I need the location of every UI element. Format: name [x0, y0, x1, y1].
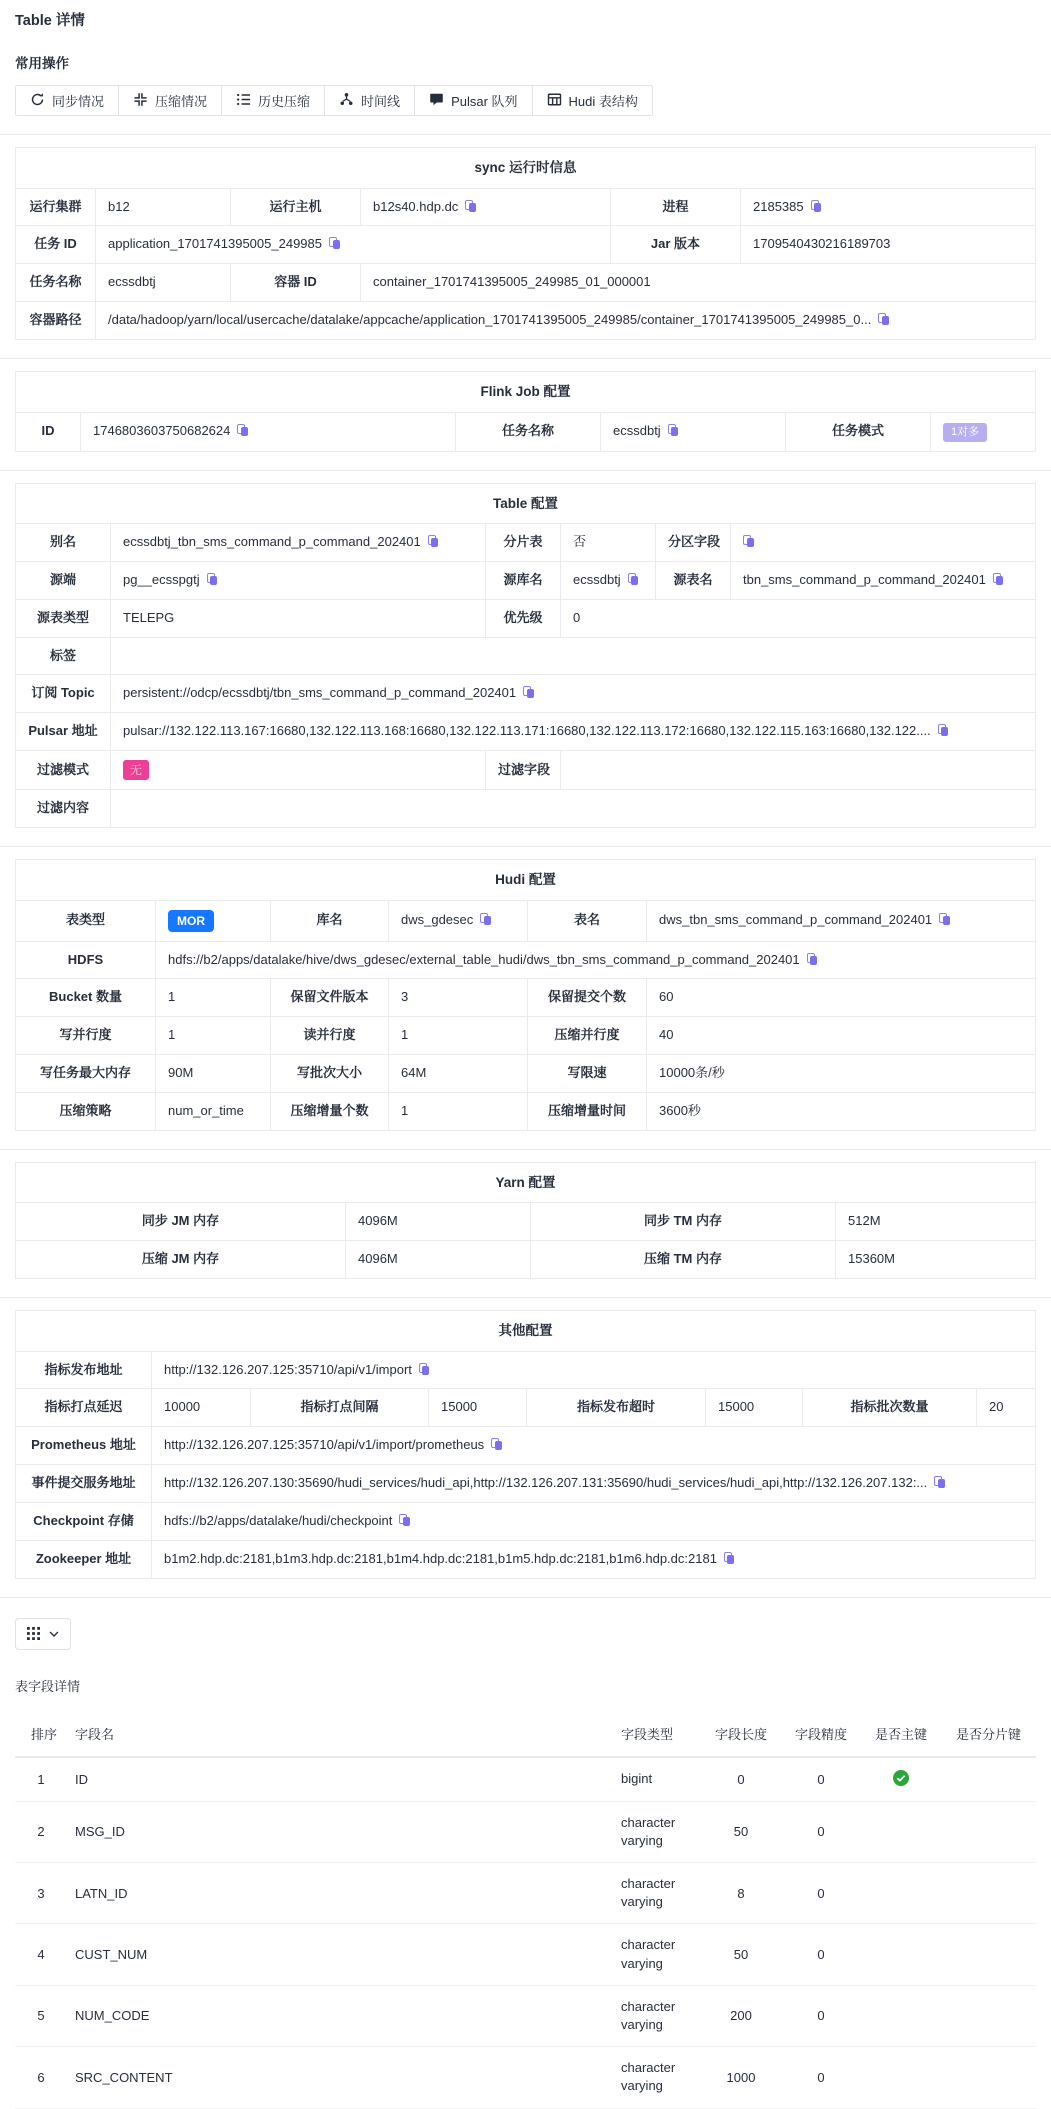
field-primary [861, 1757, 941, 1802]
task-mode-cell [931, 412, 1036, 451]
yarn-config-card [15, 1162, 1036, 1279]
row-label: 运行主机 [231, 188, 361, 226]
copy-icon[interactable] [993, 573, 1005, 586]
row-label: ID [16, 412, 81, 451]
source-db-value: ecssdbtj [561, 561, 656, 599]
container-id-value: container_1701741395005_249985_01_000001 [361, 264, 1036, 302]
hudi-schema-button[interactable] [532, 85, 653, 116]
alias-value: ecssdbtj_tbn_sms_command_p_command_202401 [111, 524, 486, 562]
copy-icon[interactable] [807, 953, 819, 966]
sync-runtime-card [15, 147, 1036, 340]
field-length: 0 [701, 1757, 781, 1802]
row-label: HDFS [16, 941, 156, 979]
row-label: 压缩增量个数 [271, 1092, 389, 1130]
sync-jm-value: 4096M [346, 1203, 531, 1241]
timeline-icon [339, 92, 354, 110]
table-row [16, 1502, 1036, 1540]
row-label: 保留提交个数 [528, 979, 647, 1017]
copy-icon[interactable] [668, 424, 680, 437]
col-primary: 是否主键 [861, 1711, 941, 1757]
pulsar-address-value: pulsar://132.122.113.167:16680,132.122.113.168:16680,132.122.113.171:16680,132.122.113.172:16680,132.122.115.163:16680,132.122.... [111, 713, 1036, 751]
keep-file-value: 3 [389, 979, 528, 1017]
compact-num-value: 1 [389, 1092, 528, 1130]
compact-parallel-value: 40 [647, 1017, 1036, 1055]
table-row [16, 675, 1036, 713]
row-label: 容器路径 [16, 302, 96, 340]
table-config-card [15, 483, 1036, 828]
common-actions-heading: 常用操作 [15, 56, 69, 71]
table-row [16, 1351, 1036, 1389]
field-shard [941, 1924, 1036, 1985]
row-label: 指标打点延迟 [16, 1389, 152, 1427]
row-label: 过滤内容 [16, 790, 111, 828]
button-label: 历史压缩 [258, 94, 311, 109]
copy-icon[interactable] [237, 424, 249, 437]
copy-icon[interactable] [329, 237, 341, 250]
history-compaction-button[interactable] [221, 85, 325, 116]
prometheus-value: http://132.126.207.125:35710/api/v1/import/prometheus [152, 1427, 1036, 1465]
section-divider [0, 358, 1051, 359]
row-label: 分片表 [486, 524, 561, 562]
table-row [16, 1017, 1036, 1055]
col-shard: 是否分片键 [941, 1711, 1036, 1757]
container-path-value: /data/hadoop/yarn/local/usercache/datalake/appcache/application_1701741395005_249985/container_1701741395005_249985_0... [96, 302, 1036, 340]
row-label: 指标发布地址 [16, 1351, 152, 1389]
task-name-value: ecssdbtj [96, 264, 231, 302]
section-divider [0, 1597, 1051, 1598]
copy-icon[interactable] [419, 1363, 431, 1376]
col-name: 字段名 [67, 1711, 613, 1757]
list-icon [236, 92, 251, 110]
field-length: 50 [701, 1801, 781, 1862]
field-name: NUM_CODE [67, 1985, 613, 2046]
card-title: Yarn 配置 [16, 1162, 1036, 1203]
button-label: 同步情况 [52, 94, 105, 109]
row-label: 指标打点间隔 [251, 1389, 429, 1427]
field-precision: 0 [781, 1924, 861, 1985]
row-label: 同步 JM 内存 [16, 1203, 346, 1241]
row-label: 压缩并行度 [528, 1017, 647, 1055]
table-row [16, 979, 1036, 1017]
row-label: 源端 [16, 561, 111, 599]
row-label: 写并行度 [16, 1017, 156, 1055]
other-config-card [15, 1310, 1036, 1579]
checkpoint-value: hdfs://b2/apps/datalake/hudi/checkpoint [152, 1502, 1036, 1540]
bucket-count-value: 1 [156, 979, 271, 1017]
row-label: 压缩策略 [16, 1092, 156, 1130]
field-name: SRC_CONTENT [67, 2047, 613, 2108]
field-type: bigint [613, 1757, 701, 1802]
priority-value: 0 [561, 599, 1036, 637]
column-settings-dropdown[interactable] [15, 1618, 71, 1650]
filter-field-value [561, 751, 1036, 790]
row-label: 指标批次数量 [803, 1389, 977, 1427]
filter-mode-badge: 无 [123, 760, 149, 780]
check-icon [893, 1770, 909, 1786]
table-type-cell [156, 900, 271, 941]
row-label: 优先级 [486, 599, 561, 637]
db-name-value: dws_gdesec [389, 900, 528, 941]
table-name-value: dws_tbn_sms_command_p_command_202401 [647, 900, 1036, 941]
field-shard [941, 1985, 1036, 2046]
field-primary [861, 1924, 941, 1985]
row-label: 压缩增量时间 [528, 1092, 647, 1130]
sync-status-button[interactable] [15, 85, 119, 116]
col-length: 字段长度 [701, 1711, 781, 1757]
row-label: 同步 TM 内存 [531, 1203, 836, 1241]
flink-name-value: ecssdbtj [601, 412, 786, 451]
table-row [16, 264, 1036, 302]
table-icon [547, 92, 562, 110]
col-order: 排序 [15, 1711, 67, 1757]
row-label: Jar 版本 [611, 226, 741, 264]
write-parallel-value: 1 [156, 1017, 271, 1055]
field-precision: 0 [781, 1985, 861, 2046]
table-row [16, 1465, 1036, 1503]
row-label: 别名 [16, 524, 111, 562]
table-row [16, 1540, 1036, 1578]
row-label: 任务名称 [16, 264, 96, 302]
copy-icon[interactable] [811, 200, 823, 213]
copy-icon[interactable] [628, 573, 640, 586]
row-label: Checkpoint 存储 [16, 1502, 152, 1540]
col-precision: 字段精度 [781, 1711, 861, 1757]
row-label: 过滤字段 [486, 751, 561, 790]
table-row [16, 1427, 1036, 1465]
row-label: 源表类型 [16, 599, 111, 637]
pulsar-queue-button[interactable] [414, 85, 532, 116]
metric-batch-value: 20 [977, 1389, 1036, 1427]
shard-value: 否 [561, 524, 656, 562]
row-label: 源库名 [486, 561, 561, 599]
copy-icon[interactable] [428, 535, 440, 548]
row-label: 保留文件版本 [271, 979, 389, 1017]
compact-jm-value: 4096M [346, 1241, 531, 1279]
table-row [16, 713, 1036, 751]
read-parallel-value: 1 [389, 1017, 528, 1055]
copy-icon[interactable] [207, 573, 219, 586]
field-length: 8 [701, 1863, 781, 1924]
write-limit-value: 10000条/秒 [647, 1055, 1036, 1093]
field-primary [861, 1801, 941, 1862]
tag-value [111, 637, 1036, 675]
table-row [16, 226, 1036, 264]
partition-value [731, 524, 1036, 562]
compact-strategy-value: num_or_time [156, 1092, 271, 1130]
compaction-status-button[interactable] [118, 85, 222, 116]
field-name: ID [67, 1757, 613, 1802]
field-shard [941, 1863, 1036, 1924]
section-divider [0, 1297, 1051, 1298]
field-shard [941, 1757, 1036, 1802]
copy-icon[interactable] [465, 200, 477, 213]
fields-detail-heading: 表字段详情 [15, 1678, 81, 1694]
field-type: character varying [613, 2047, 701, 2108]
copy-icon[interactable] [491, 1438, 503, 1451]
process-value: 2185385 [741, 188, 1036, 226]
field-length: 1000 [701, 2047, 781, 2108]
metric-publish-value: http://132.126.207.125:35710/api/v1/import [152, 1351, 1036, 1389]
fields-table-container [15, 1711, 1036, 2109]
hdfs-value: hdfs://b2/apps/datalake/hive/dws_gdesec/external_table_hudi/dws_tbn_sms_command_p_command_202401 [156, 941, 1036, 979]
write-memory-value: 90M [156, 1055, 271, 1093]
card-title: 其他配置 [16, 1311, 1036, 1352]
row-label: Prometheus 地址 [16, 1427, 152, 1465]
button-label: 时间线 [361, 94, 401, 109]
row-label: 运行集群 [16, 188, 96, 226]
row-label: 表名 [528, 900, 647, 941]
row-label: 过滤模式 [16, 751, 111, 790]
field-type: character varying [613, 1801, 701, 1862]
row-label: Pulsar 地址 [16, 713, 111, 751]
section-divider [0, 846, 1051, 847]
table-row [15, 1985, 1036, 2046]
chat-icon [429, 92, 444, 110]
field-order: 1 [15, 1757, 67, 1802]
source-type-value: TELEPG [111, 599, 486, 637]
field-primary [861, 1863, 941, 1924]
field-primary [861, 1985, 941, 2046]
table-row [16, 1241, 1036, 1279]
topic-value: persistent://odcp/ecssdbtj/tbn_sms_command_p_command_202401 [111, 675, 1036, 713]
sync-icon [30, 92, 45, 110]
source-table-value: tbn_sms_command_p_command_202401 [731, 561, 1036, 599]
table-row [16, 561, 1036, 599]
row-label: 写批次大小 [271, 1055, 389, 1093]
copy-icon[interactable] [743, 535, 755, 548]
table-row [16, 412, 1036, 451]
hudi-config-card [15, 859, 1036, 1131]
field-shard [941, 2047, 1036, 2108]
jar-version-value: 1709540430216189703 [741, 226, 1036, 264]
table-row [16, 524, 1036, 562]
event-service-value: http://132.126.207.130:35690/hudi_services/hudi_api,http://132.126.207.131:35690/hudi_services/hudi_api,http://132.126.207.132:... [152, 1465, 1036, 1503]
row-label: Zookeeper 地址 [16, 1540, 152, 1578]
table-row [15, 2047, 1036, 2108]
page-title: Table 详情 [15, 13, 85, 29]
table-row [16, 790, 1036, 828]
section-divider [0, 470, 1051, 471]
metric-interval-value: 15000 [429, 1389, 527, 1427]
app-id-value: application_1701741395005_249985 [96, 226, 611, 264]
flink-id-value: 1746803603750682624 [81, 412, 456, 451]
table-row [16, 1092, 1036, 1130]
host-value: b12s40.hdp.dc [361, 188, 611, 226]
fields-header-row [15, 1711, 1036, 1757]
button-label: Pulsar 队列 [451, 94, 518, 109]
field-shard [941, 1801, 1036, 1862]
field-type: character varying [613, 1924, 701, 1985]
filter-mode-cell [111, 751, 486, 790]
row-label: 压缩 TM 内存 [531, 1241, 836, 1279]
compact-tm-value: 15360M [836, 1241, 1036, 1279]
field-name: CUST_NUM [67, 1924, 613, 1985]
button-label: Hudi 表结构 [568, 94, 638, 109]
row-label: 库名 [271, 900, 389, 941]
table-row [15, 1801, 1036, 1862]
row-label: 任务 ID [16, 226, 96, 264]
table-row [15, 1863, 1036, 1924]
grid-icon [27, 1627, 40, 1640]
field-order: 2 [15, 1801, 67, 1862]
sync-tm-value: 512M [836, 1203, 1036, 1241]
field-order: 6 [15, 2047, 67, 2108]
table-row [16, 302, 1036, 340]
copy-icon[interactable] [480, 913, 492, 926]
metric-timeout-value: 15000 [706, 1389, 803, 1427]
field-name: LATN_ID [67, 1863, 613, 1924]
field-order: 4 [15, 1924, 67, 1985]
zookeeper-value: b1m2.hdp.dc:2181,b1m3.hdp.dc:2181,b1m4.hdp.dc:2181,b1m5.hdp.dc:2181,b1m6.hdp.dc:2181 [152, 1540, 1036, 1578]
table-row [16, 188, 1036, 226]
metric-delay-value: 10000 [152, 1389, 251, 1427]
field-length: 50 [701, 1924, 781, 1985]
card-title: Hudi 配置 [16, 859, 1036, 900]
row-label: 订阅 Topic [16, 675, 111, 713]
table-row [16, 941, 1036, 979]
mor-badge: MOR [168, 910, 214, 932]
row-label: 指标发布超时 [527, 1389, 706, 1427]
table-row [16, 751, 1036, 790]
row-label: 任务名称 [456, 412, 601, 451]
row-label: 压缩 JM 内存 [16, 1241, 346, 1279]
field-order: 5 [15, 1985, 67, 2046]
table-row [16, 1203, 1036, 1241]
table-row [15, 1757, 1036, 1802]
field-type: character varying [613, 1863, 701, 1924]
table-row [16, 1389, 1036, 1427]
card-title: sync 运行时信息 [16, 148, 1036, 189]
copy-icon[interactable] [939, 913, 951, 926]
table-row [16, 900, 1036, 941]
copy-icon[interactable] [724, 1552, 736, 1565]
table-row [15, 1924, 1036, 1985]
flink-job-card [15, 371, 1036, 452]
section-divider [0, 134, 1051, 135]
task-mode-badge: 1对多 [943, 423, 987, 442]
col-type: 字段类型 [613, 1711, 701, 1757]
card-title: Table 配置 [16, 483, 1036, 524]
copy-icon[interactable] [938, 724, 950, 737]
row-label: 分区字段 [656, 524, 731, 562]
table-row [16, 1055, 1036, 1093]
copy-icon[interactable] [878, 313, 890, 326]
source-value: pg__ecsspgtj [111, 561, 486, 599]
cluster-value: b12 [96, 188, 231, 226]
write-batch-value: 64M [389, 1055, 528, 1093]
row-label: 写限速 [528, 1055, 647, 1093]
row-label: 容器 ID [231, 264, 361, 302]
row-label: 事件提交服务地址 [16, 1465, 152, 1503]
field-precision: 0 [781, 2047, 861, 2108]
copy-icon[interactable] [399, 1514, 411, 1527]
row-label: 源表名 [656, 561, 731, 599]
keep-commit-value: 60 [647, 979, 1036, 1017]
field-precision: 0 [781, 1757, 861, 1802]
section-divider [0, 1149, 1051, 1150]
compress-icon [133, 92, 148, 110]
row-label: 表类型 [16, 900, 156, 941]
field-precision: 0 [781, 1801, 861, 1862]
timeline-button[interactable] [324, 85, 415, 116]
fields-table [15, 1711, 1036, 2109]
compact-time-value: 3600秒 [647, 1092, 1036, 1130]
field-name: MSG_ID [67, 1801, 613, 1862]
chevron-down-icon [49, 1631, 59, 1637]
row-label: 写任务最大内存 [16, 1055, 156, 1093]
row-label: 任务模式 [786, 412, 931, 451]
table-row [16, 637, 1036, 675]
row-label: Bucket 数量 [16, 979, 156, 1017]
common-actions-button-group [15, 85, 653, 116]
row-label: 进程 [611, 188, 741, 226]
field-type: character varying [613, 1985, 701, 2046]
card-title: Flink Job 配置 [16, 371, 1036, 412]
copy-icon[interactable] [934, 1476, 946, 1489]
copy-icon[interactable] [523, 686, 535, 699]
field-precision: 0 [781, 1863, 861, 1924]
field-order: 3 [15, 1863, 67, 1924]
button-label: 压缩情况 [155, 94, 208, 109]
field-length: 200 [701, 1985, 781, 2046]
table-row [16, 599, 1036, 637]
field-primary [861, 2047, 941, 2108]
filter-content-value [111, 790, 1036, 828]
row-label: 读并行度 [271, 1017, 389, 1055]
row-label: 标签 [16, 637, 111, 675]
